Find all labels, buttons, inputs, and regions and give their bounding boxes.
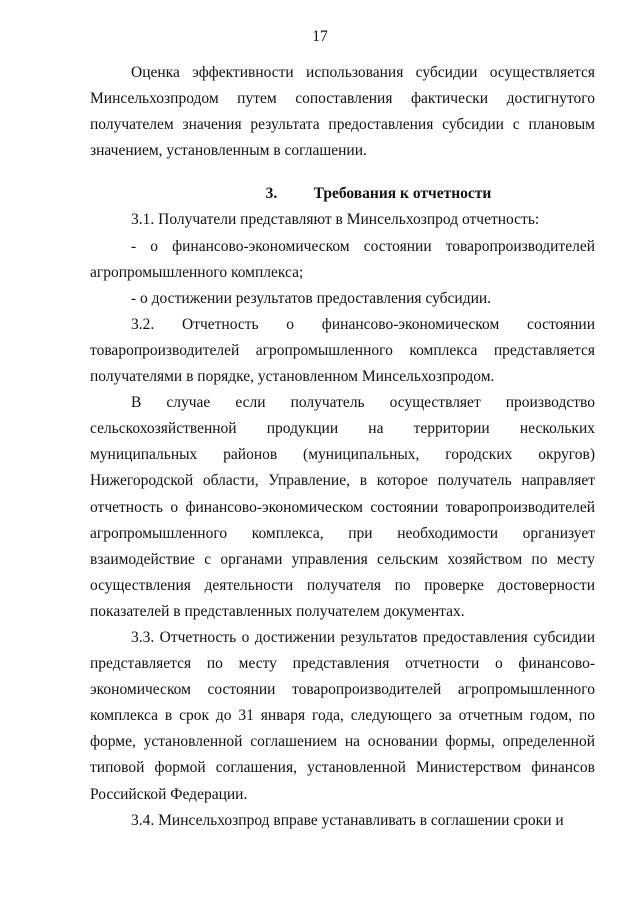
section-title: Требования к отчетности	[313, 185, 492, 203]
list-item-financial-state: - о финансово-экономическом состоянии товаропроизводителей агропромышленного комплекса;	[90, 237, 595, 281]
section-number: 3.	[265, 185, 278, 203]
list-item-results: - о достижении результатов предоставления субсидии.	[131, 289, 492, 307]
paragraph-3-2: 3.2. Отчетность о финансово-экономическом состоянии товаропроизводителей агропромышленного комплекса представляется получателями в порядке, установленном Минсельхозпродом.	[90, 315, 595, 386]
paragraph-3-4: 3.4. Минсельхозпрод вправе устанавливать в соглашении сроки и	[131, 811, 564, 829]
document-body	[90, 60, 595, 834]
paragraph-3-3: 3.3. Отчетность о достижении результатов предоставления субсидии представляется по месту представления отчетности о финансово-экономическом состоянии товаропроизводителей агропромышленного комплекса в срок до 31 января года, следующего за отчетным годом, по форме, установленной соглашением на основании формы, определенной типовой формой соглашения, установленной Министерством финансов Российской Федерации.	[90, 628, 595, 803]
paragraph-3-1: 3.1. Получатели представляют в Минсельхозпрод отчетность:	[131, 211, 540, 229]
page-number: 17	[312, 28, 328, 45]
section-heading	[90, 181, 595, 207]
paragraph-evaluation: Оценка эффективности использования субсидии осуществляется Минсельхозпродом путем сопоставления фактически достигнутого получателем значения результата предоставления субсидии с плановым значением, установленным в соглашении.	[90, 64, 595, 160]
paragraph-multi-district: В случае если получатель осуществляет производство сельскохозяйственной продукции на территории нескольких муниципальных районов (муниципальных, городских округов) Нижегородской области, Управление, в которое получатель направляет отчетность о финансово-экономическом состоянии товаропроизводителей агропромышленного комплекса, при необходимости организует взаимодействие с органами управления сельским хозяйством по месту осуществления деятельности получателя по проверке достоверности показателей в представленных получателем документах.	[90, 394, 595, 620]
